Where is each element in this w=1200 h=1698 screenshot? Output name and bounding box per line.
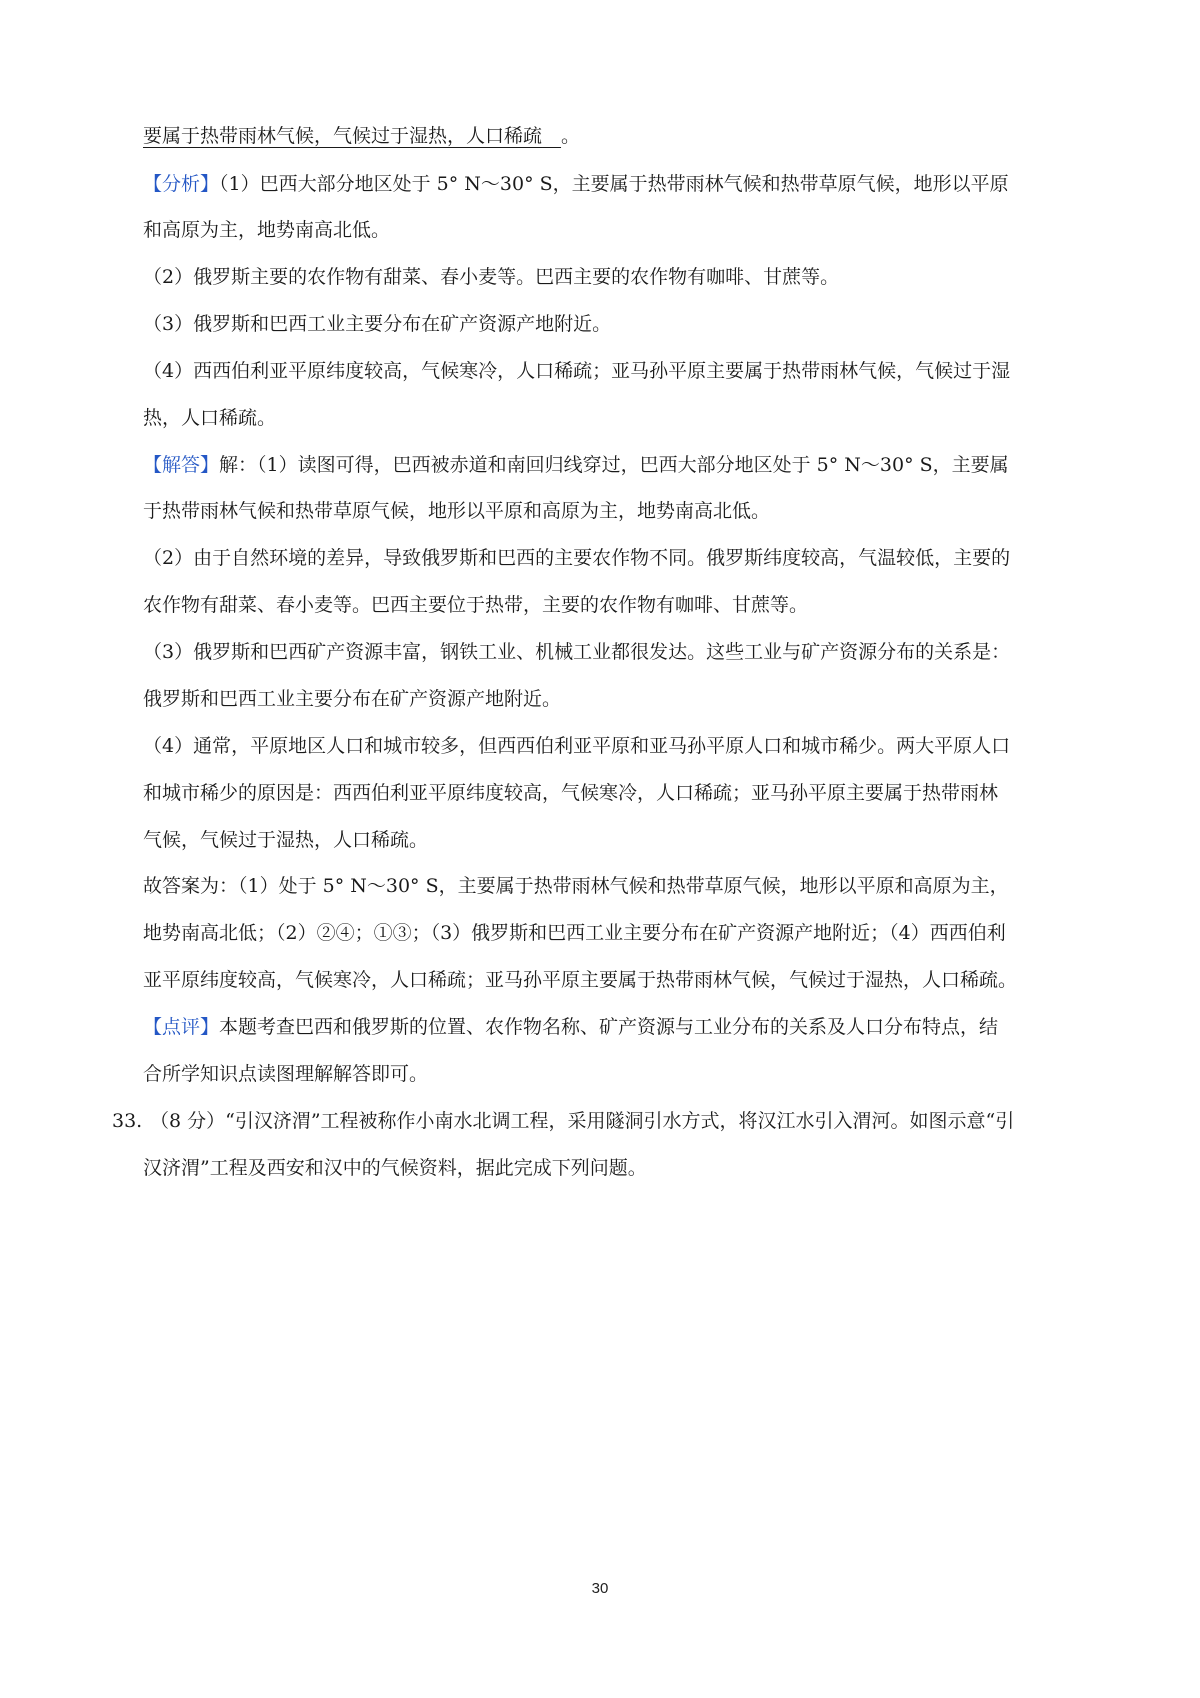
- analysis-line-1: 【分析】（1）巴西大部分地区处于 5° N～30° S，主要属于热带雨林气候和热带草原气候，地形以平原: [143, 173, 1009, 195]
- solution-line-8: 和城市稀少的原因是：西西伯利亚平原纬度较高，气候寒冷，人口稀疏；亚马孙平原主要属于热带雨林: [143, 782, 999, 804]
- solution-line-5: （3）俄罗斯和巴西矿产资源丰富，钢铁工业、机械工业都很发达。这些工业与矿产资源分布的关系是：: [143, 641, 1011, 663]
- analysis-line-5: （4）西西伯利亚平原纬度较高，气候寒冷，人口稀疏；亚马孙平原主要属于热带雨林气候，气候过于湿: [143, 360, 1011, 382]
- analysis-line-6: 热，人口稀疏。: [143, 407, 277, 429]
- solution-line-4: 农作物有甜菜、春小麦等。巴西主要位于热带，主要的农作物有咖啡、甘蔗等。: [143, 594, 809, 616]
- comment-line-1: 【点评】本题考查巴西和俄罗斯的位置、农作物名称、矿产资源与工业分布的关系及人口分布特点，结: [143, 1016, 999, 1038]
- underlined-answer: 要属于热带雨林气候，气候过于湿热，人口稀疏: [143, 125, 543, 147]
- analysis-line-3: （2）俄罗斯主要的农作物有甜菜、春小麦等。巴西主要的农作物有咖啡、甘蔗等。: [143, 266, 840, 288]
- question-33-line-1: （8 分）“引汉济渭”工程被称作小南水北调工程，采用隧洞引水方式，将汉江水引入渭河。如图示意“引: [150, 1110, 1015, 1132]
- analysis-tag: 【分析】: [143, 173, 220, 195]
- question-33-line-2: 汉济渭”工程及西安和汉中的气候资料，据此完成下列问题。: [143, 1157, 647, 1179]
- solution-line-3: （2）由于自然环境的差异，导致俄罗斯和巴西的主要农作物不同。俄罗斯纬度较高，气温较低，主要的: [143, 547, 1011, 569]
- answer-line-continuation: 要属于热带雨林气候，气候过于湿热，人口稀疏 。: [143, 125, 581, 147]
- solution-line-7: （4）通常，平原地区人口和城市较多，但西西伯利亚平原和亚马孙平原人口和城市稀少。两大平原人口: [143, 735, 1011, 757]
- comment-line-2: 合所学知识点读图理解解答即可。: [143, 1063, 429, 1085]
- solution-line-1: 【解答】解：（1）读图可得，巴西被赤道和南回归线穿过，巴西大部分地区处于 5° N～30° S，主要属: [143, 454, 1009, 476]
- solution-line-2: 于热带雨林气候和热带草原气候，地形以平原和高原为主，地势南高北低。: [143, 500, 771, 522]
- final-answer-line-2: 地势南高北低；（2）②④；①③；（3）俄罗斯和巴西工业主要分布在矿产资源产地附近；（4）西西伯利: [143, 922, 1006, 944]
- answer-tag: 【解答】: [143, 454, 220, 476]
- question-33-number: 33.: [112, 1110, 143, 1132]
- solution-line-6: 俄罗斯和巴西工业主要分布在矿产资源产地附近。: [143, 688, 562, 710]
- analysis-line-2: 和高原为主，地势南高北低。: [143, 219, 391, 241]
- analysis-line-4: （3）俄罗斯和巴西工业主要分布在矿产资源产地附近。: [143, 313, 612, 335]
- solution-line-9: 气候，气候过于湿热，人口稀疏。: [143, 829, 429, 851]
- page-number: 30: [591, 1580, 609, 1597]
- final-answer-line-3: 亚平原纬度较高，气候寒冷，人口稀疏；亚马孙平原主要属于热带雨林气候，气候过于湿热，人口稀疏。: [143, 969, 1018, 991]
- comment-tag: 【点评】: [143, 1016, 220, 1038]
- final-answer-line-1: 故答案为：（1）处于 5° N～30° S，主要属于热带雨林气候和热带草原气候，地形以平原和高原为主，: [143, 875, 1009, 897]
